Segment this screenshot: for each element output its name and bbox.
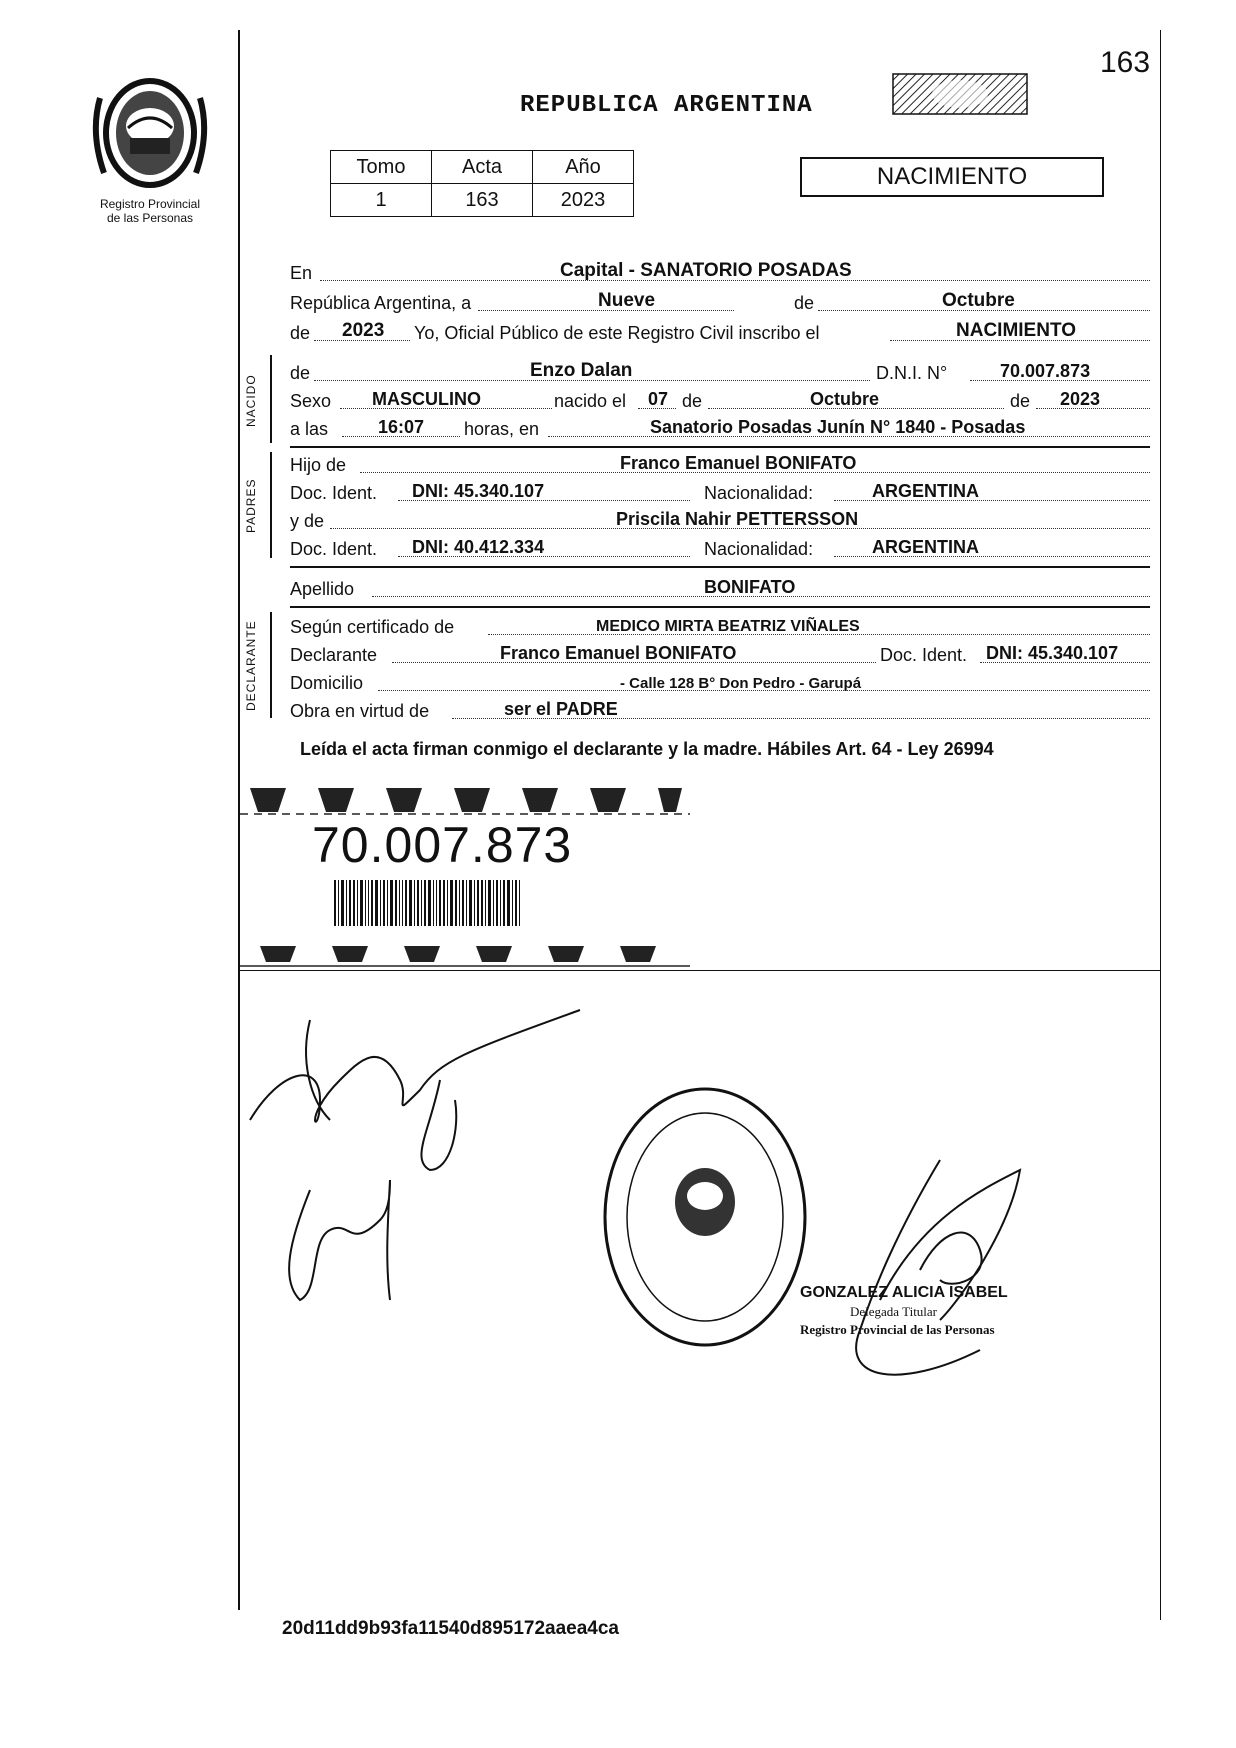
child-name: Enzo Dalan <box>530 360 633 381</box>
child-dni: 70.007.873 <box>1000 361 1091 381</box>
birth-place: Sanatorio Posadas Junín N° 1840 - Posadas <box>650 417 1026 437</box>
mother-nationality: ARGENTINA <box>872 537 979 557</box>
row-domicilio <box>290 668 1150 694</box>
row-y-de <box>290 506 1150 532</box>
day-value: Nueve <box>598 290 656 311</box>
row-father-doc <box>290 478 1150 504</box>
row-declarante <box>290 640 1150 666</box>
official-signature-icon <box>820 1150 1060 1400</box>
signatory-name: GONZALEZ ALICIA ISABEL <box>800 1284 1008 1301</box>
certificado-label: Según certificado de <box>290 617 455 637</box>
a-las-label: a las <box>290 419 329 439</box>
row-mother-doc <box>290 534 1150 560</box>
mother-name: Priscila Nahir PETTERSSON <box>616 509 859 529</box>
obra-value: ser el PADRE <box>504 699 618 719</box>
row-sexo <box>290 386 1150 412</box>
right-margin-line <box>1160 30 1161 1620</box>
closing-text: Leída el acta firman conmigo el declarante y la madre. Hábiles Art. 64 - Ley 26994 <box>300 739 994 759</box>
domicilio-value: - Calle 128 B° Don Pedro - Garupá <box>620 675 862 692</box>
birth-time: 16:07 <box>378 417 425 437</box>
signatory-organization: Registro Provincial de las Personas <box>800 1322 995 1337</box>
record-table <box>330 150 634 217</box>
horas-en-label: horas, en <box>464 419 540 439</box>
hijo-de-label: Hijo de <box>290 455 347 475</box>
y-de-label: y de <box>290 511 325 531</box>
nacido-de-label: de <box>290 363 311 383</box>
row-hora-lugar <box>290 414 1150 440</box>
inscribo-value: NACIMIENTO <box>956 320 1076 341</box>
de2-label: de <box>290 323 311 343</box>
declarante-label: Declarante <box>290 645 378 665</box>
record-table-header-row <box>331 151 634 184</box>
row-inscribo <box>290 318 1150 344</box>
tomo-header: Tomo <box>331 151 432 184</box>
signatory-role: Delegada Titular <box>850 1304 938 1319</box>
acta-value: 163 <box>432 184 533 217</box>
padres-section-label: PADRES <box>244 478 258 534</box>
nacido-de3-label: de <box>1010 391 1031 411</box>
security-band-top-icon <box>240 782 690 818</box>
mother-doc: DNI: 40.412.334 <box>412 537 545 557</box>
misiones-coat-of-arms-icon <box>80 78 220 188</box>
row-en <box>290 258 1150 284</box>
father-doc: DNI: 45.340.107 <box>412 481 545 501</box>
acta-header: Acta <box>432 151 533 184</box>
mother-nationality-label: Nacionalidad: <box>704 539 814 559</box>
security-stamp-icon <box>885 62 1035 122</box>
row-obra <box>290 696 1150 722</box>
declarant-signature-icon <box>240 1000 600 1340</box>
declarante-doc: DNI: 45.340.107 <box>986 643 1119 663</box>
apellido-value: BONIFATO <box>704 577 796 597</box>
birth-year: 2023 <box>1060 389 1101 409</box>
nacido-el-label: nacido el <box>554 391 627 411</box>
obra-label: Obra en virtud de <box>290 701 430 721</box>
row-republica <box>290 288 1150 314</box>
logo-caption: Registro Provincial de las Personas <box>99 197 201 225</box>
sexo-value: MASCULINO <box>372 389 481 409</box>
de-label: de <box>794 293 815 313</box>
certificado-value: MEDICO MIRTA BEATRIZ VIÑALES <box>596 618 860 635</box>
declarante-value: Franco Emanuel BONIFATO <box>500 643 737 663</box>
dni-stamp-number: 70.007.873 <box>312 817 573 873</box>
security-band-bottom-icon <box>240 940 690 970</box>
row-certificado <box>290 612 1150 638</box>
tomo-value: 1 <box>331 184 432 217</box>
nacido-section-label: NACIDO <box>244 374 258 428</box>
en-value: Capital - SANATORIO POSADAS <box>560 260 852 281</box>
father-nationality: ARGENTINA <box>872 481 979 501</box>
sexo-label: Sexo <box>290 391 332 411</box>
father-nationality-label: Nacionalidad: <box>704 483 814 503</box>
birth-day: 07 <box>648 389 669 409</box>
anio-value: 2023 <box>533 184 634 217</box>
row-apellido <box>290 574 1150 600</box>
father-doc-label: Doc. Ident. <box>290 483 378 503</box>
document-hash: 20d11dd9b93fa11540d895172aaea4ca <box>282 1618 619 1639</box>
row-nacido-name <box>290 358 1150 384</box>
left-margin-line <box>238 30 240 1610</box>
en-label: En <box>290 263 313 283</box>
mother-doc-label: Doc. Ident. <box>290 539 378 559</box>
dni-label: D.N.I. N° <box>876 363 948 383</box>
record-table-value-row <box>331 184 634 217</box>
barcode-icon <box>332 880 552 926</box>
declarante-section-label: DECLARANTE <box>244 620 258 712</box>
inscribo-label: Yo, Oficial Público de este Registro Civil inscribo el <box>414 323 820 343</box>
domicilio-label: Domicilio <box>290 673 364 693</box>
declarante-doc-label: Doc. Ident. <box>880 645 968 665</box>
birth-month: Octubre <box>810 389 880 409</box>
month-value: Octubre <box>942 290 1015 311</box>
official-seal-icon <box>600 1082 810 1352</box>
page-number: 163 <box>1100 46 1151 79</box>
record-type-box: NACIMIENTO <box>800 157 1104 197</box>
nacido-de2-label: de <box>682 391 703 411</box>
father-name: Franco Emanuel BONIFATO <box>620 453 857 473</box>
republica-label: República Argentina, a <box>290 293 472 313</box>
row-hijo-de <box>290 450 1150 476</box>
province-logo <box>80 78 220 225</box>
document-title: REPUBLICA ARGENTINA <box>520 92 813 119</box>
year-value: 2023 <box>342 320 385 341</box>
anio-header: Año <box>533 151 634 184</box>
apellido-label: Apellido <box>290 579 355 599</box>
